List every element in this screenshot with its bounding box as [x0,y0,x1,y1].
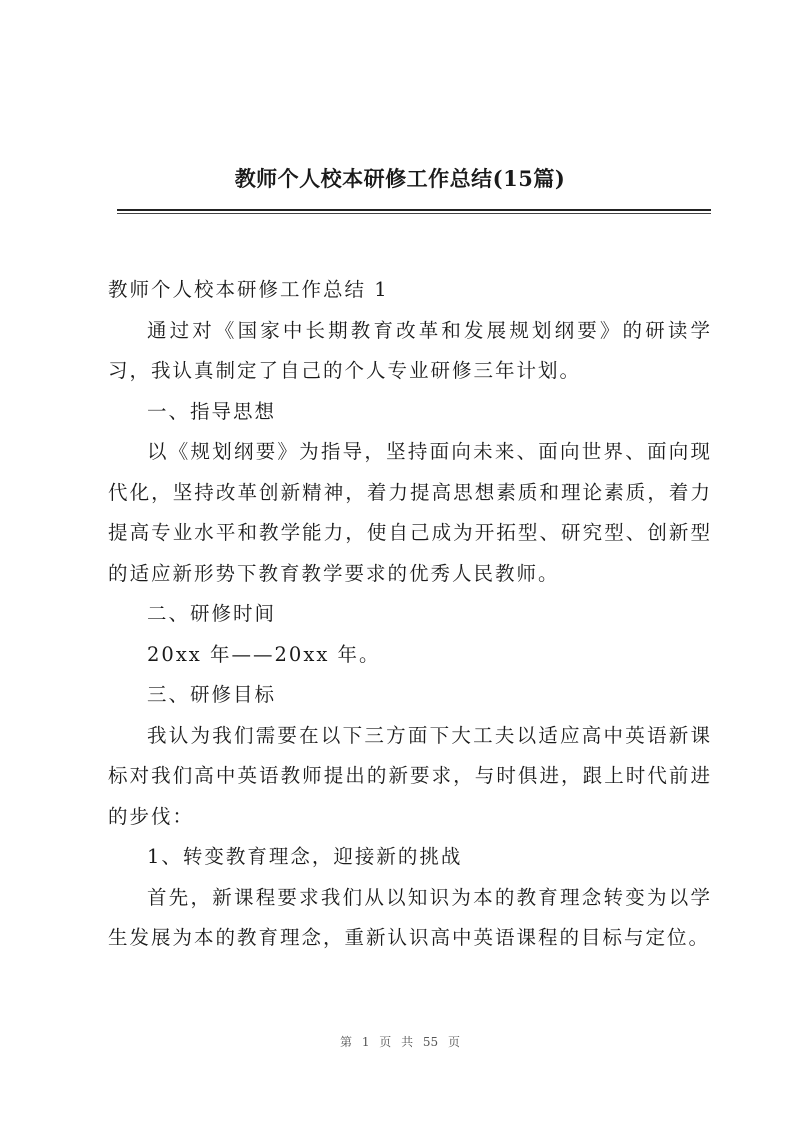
page-number: 第 1 页 共 55 页 [340,1035,460,1049]
subsection-heading: 一、指导思想 [147,399,277,423]
body-paragraph: 首先，新课程要求我们从以知识为本的教育理念转变为以学生发展为本的教育理念，重新认识高中英语课程的目标与定位。 [108,885,712,949]
body-paragraph: 我认为我们需要在以下三方面下大工夫以适应高中英语新课标对我们高中英语教师提出的新要求，与时俱进，跟上时代前进的步伐： [108,723,712,828]
body-paragraph: 20xx 年——20xx 年。 [147,642,381,666]
body-paragraph: 通过对《国家中长期教育改革和发展规划纲要》的研读学习，我认真制定了自己的个人专业研修三年计划。 [108,318,712,382]
subsection-heading: 二、研修时间 [147,602,277,625]
body-paragraph: 以《规划纲要》为指导，坚持面向未来、面向世界、面向现代化，坚持改革创新精神，着力提高思想素质和理论素质，着力提高专业水平和教学能力，使自己成为开拓型、研究型、创新型的适应新形势下教育教学要求的优秀人民教师。 [108,440,712,585]
document-title: 教师个人校本研修工作总结(15篇) [234,166,566,191]
title-divider-thin [117,213,711,214]
subsection-heading: 三、研修目标 [147,683,277,706]
document-body [108,270,712,959]
title-divider [117,209,711,211]
list-heading: 1、转变教育理念，迎接新的挑战 [147,845,463,868]
section-heading: 教师个人校本研修工作总结 1 [108,278,389,301]
